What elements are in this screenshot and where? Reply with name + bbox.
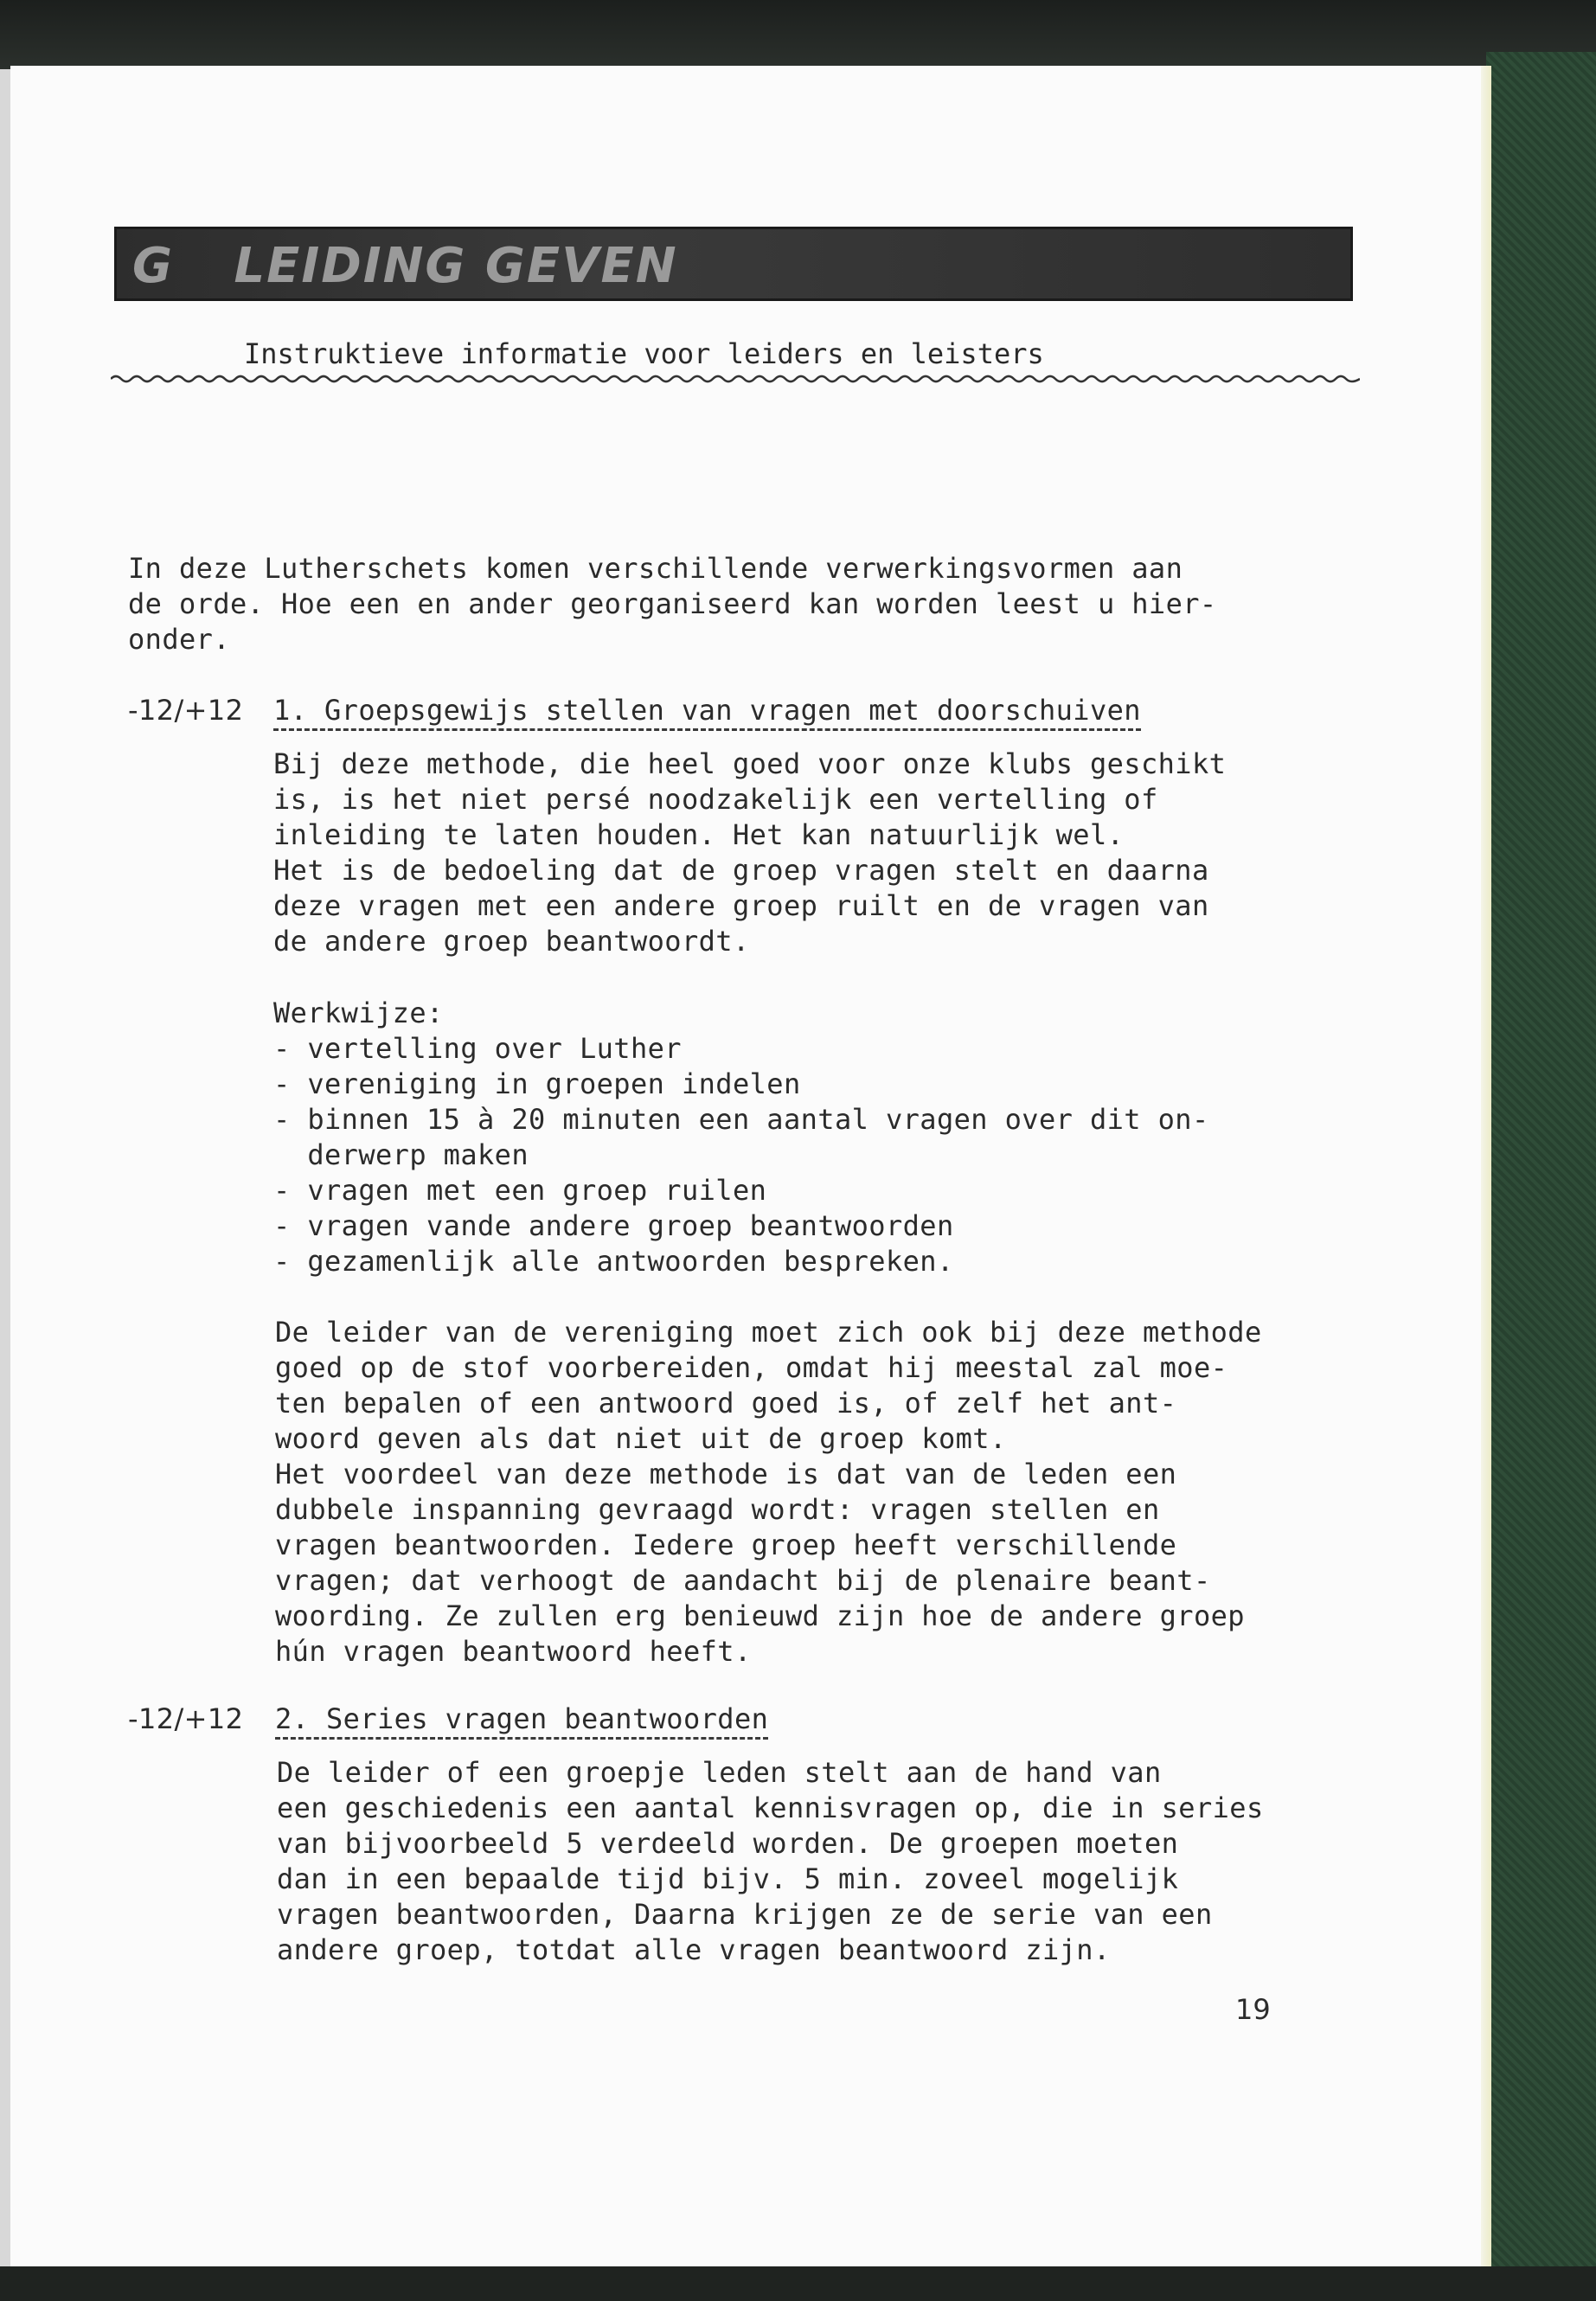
scan-border-bottom <box>0 2266 1596 2301</box>
werkwijze-step: - gezamenlijk alle antwoorden bespreken. <box>273 1245 954 1278</box>
section2-heading: 2. Series vragen beantwoorden <box>275 1702 768 1740</box>
section1-paragraph2-line: vragen; dat verhoogt de aandacht bij de plenaire beant- <box>275 1564 1211 1597</box>
section2-paragraph-line: De leider of een groepje leden stelt aan de hand van <box>277 1756 1162 1789</box>
section2-paragraph-line: dan in een bepaalde tijd bijv. 5 min. zoveel mogelijk <box>277 1862 1179 1895</box>
werkwijze-step: - binnen 15 à 20 minuten een aantal vragen over dit on- <box>273 1103 1209 1136</box>
banner-title <box>132 238 678 294</box>
section1-paragraph-line: Het is de bedoeling dat de groep vragen stelt en daarna <box>273 854 1209 887</box>
section2-paragraph-line: een geschiedenis een aantal kennisvragen op, die in series <box>277 1791 1264 1824</box>
section1-paragraph2-line: goed op de stof voorbereiden, omdat hij meestal zal moe- <box>275 1351 1228 1384</box>
section1-paragraph2-line: vragen beantwoorden. Iedere groep heeft verschillende <box>275 1529 1177 1561</box>
section1-paragraph-line: de andere groep beantwoordt. <box>273 925 750 958</box>
section1-paragraph-line: is, is het niet persé noodzakelijk een vertelling of <box>273 783 1158 816</box>
banner-letter: G <box>132 238 174 294</box>
section1-paragraph2-line: woord geven als dat niet uit de groep komt. <box>275 1422 1007 1455</box>
intro-line: onder. <box>128 623 230 656</box>
section1-paragraph-line: Bij deze methode, die heel goed voor onze klubs geschikt <box>273 747 1227 780</box>
scan-border-top <box>0 0 1596 69</box>
werkwijze-step: - vragen met een groep ruilen <box>273 1174 767 1207</box>
section1-heading: 1. Groepsgewijs stellen van vragen met doorschuiven <box>273 694 1141 731</box>
werkwijze-step: - vertelling over Luther <box>273 1032 682 1065</box>
werkwijze-title: Werkwijze: <box>273 997 444 1029</box>
werkwijze-step: derwerp maken <box>273 1138 529 1171</box>
intro-line: de orde. Hoe een en ander georganiseerd kan worden leest u hier- <box>128 587 1217 620</box>
banner-heading: LEIDING GEVEN <box>234 238 678 294</box>
section1-paragraph2-line: hún vragen beantwoord heeft. <box>275 1635 752 1668</box>
section1-age-label: -12/+12 <box>128 694 244 727</box>
binder-cover <box>1486 52 1596 2266</box>
section1-paragraph-line: inleiding te laten houden. Het kan natuurlijk wel. <box>273 818 1125 851</box>
section2-age-label: -12/+12 <box>128 1702 244 1735</box>
page-number: 19 <box>1235 1993 1271 2026</box>
section1-paragraph2-line: Het voordeel van deze methode is dat van de leden een <box>275 1458 1177 1490</box>
section2-paragraph-line: andere groep, totdat alle vragen beantwoord zijn. <box>277 1933 1111 1966</box>
page-edge <box>1481 66 1491 2268</box>
section1-paragraph2-line: woording. Ze zullen erg benieuwd zijn hoe de andere groep <box>275 1599 1245 1632</box>
section1-paragraph2-line: ten bepalen of een antwoord goed is, of zelf het ant- <box>275 1387 1177 1420</box>
section1-paragraph2-line: De leider van de vereniging moet zich ook bij deze methode <box>275 1316 1262 1349</box>
section1-paragraph2-line: dubbele inspanning gevraagd wordt: vragen stellen en <box>275 1493 1160 1526</box>
section2-paragraph-line: van bijvoorbeeld 5 verdeeld worden. De groepen moeten <box>277 1827 1179 1860</box>
section-banner <box>114 227 1353 301</box>
section1-paragraph-line: deze vragen met een andere groep ruilt en de vragen van <box>273 889 1209 922</box>
section2-paragraph-line: vragen beantwoorden, Daarna krijgen ze de serie van een <box>277 1898 1213 1931</box>
intro-line: In deze Lutherschets komen verschillende verwerkingsvormen aan <box>128 552 1183 585</box>
page-subtitle: Instruktieve informatie voor leiders en leisters <box>244 337 1044 370</box>
wavy-divider <box>111 374 1360 384</box>
werkwijze-step: - vragen vande andere groep beantwoorden <box>273 1209 954 1242</box>
werkwijze-step: - vereniging in groepen indelen <box>273 1067 801 1100</box>
